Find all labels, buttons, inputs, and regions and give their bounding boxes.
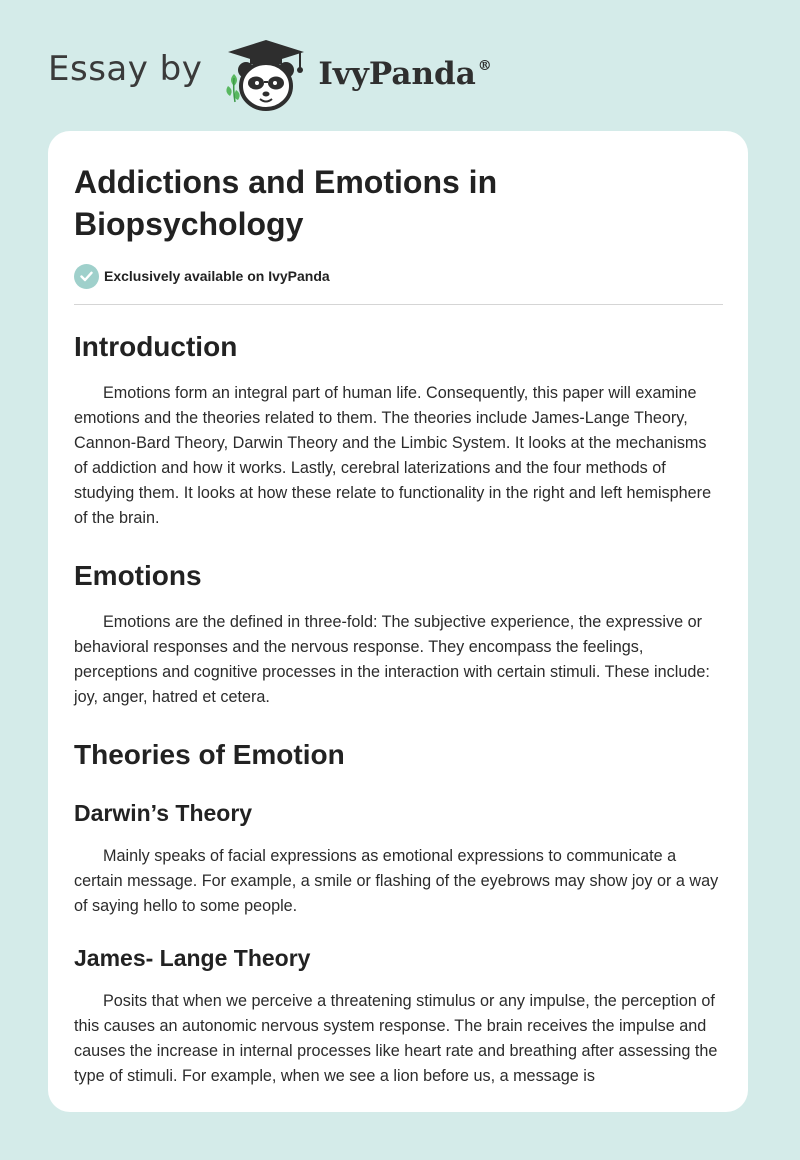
article-title: Addictions and Emotions in Biopsychology [74, 164, 498, 242]
paragraph-james-lange-theory: Posits that when we perceive a threatening stimulus or any impulse, the perception of this causes an autonomic nervous system response. The brain receives the impulse and causes the increase in internal processes like heart rate and breathing after assessing the type of stimuli. For example, when we see a lion before us, a message is [74, 992, 718, 1085]
section-heading-theories: Theories of Emotion [74, 739, 345, 770]
paragraph-darwins-theory: Mainly speaks of facial expressions as emotional expressions to communicate a certain message. For example, a smile or flashing of the eyebrows may show joy or a way of saying hello to some people. [74, 847, 719, 915]
essay-by-label: Essay by [48, 49, 203, 89]
subheading-darwins-theory: Darwin’s Theory [74, 800, 253, 826]
site-header [48, 34, 492, 114]
brand-name: IvyPanda ® [318, 56, 492, 92]
check-circle-icon [74, 264, 99, 289]
panda-graduate-icon [220, 34, 312, 114]
paragraph-introduction: Emotions form an integral part of human life. Consequently, this paper will examine emotions and the theories related to them. The theories include James-Lange Theory, Cannon-Bard Theory, Darwin Theory and the Limbic System. It looks at the mechanisms of addiction and how it works. Lastly, cerebral laterizations and the four methods of studying them. It looks at how these relate to functionality in the right and left hemisphere of the brain. [74, 384, 712, 527]
section-heading-emotions: Emotions [74, 560, 202, 591]
title-divider [74, 304, 723, 305]
section-heading-introduction: Introduction [74, 331, 238, 362]
subheading-james-lange-theory: James- Lange Theory [74, 945, 311, 971]
paragraph-emotions: Emotions are the defined in three-fold: The subjective experience, the expressive or behavioral responses and the nervous response. They encompass the feelings, perceptions and cognitive processes in the interaction with certain stimuli. These include: joy, anger, hatred et cetera. [74, 613, 710, 706]
article-card [48, 131, 748, 1112]
exclusive-label: Exclusively available on IvyPanda [104, 268, 330, 284]
exclusive-badge [74, 263, 724, 289]
